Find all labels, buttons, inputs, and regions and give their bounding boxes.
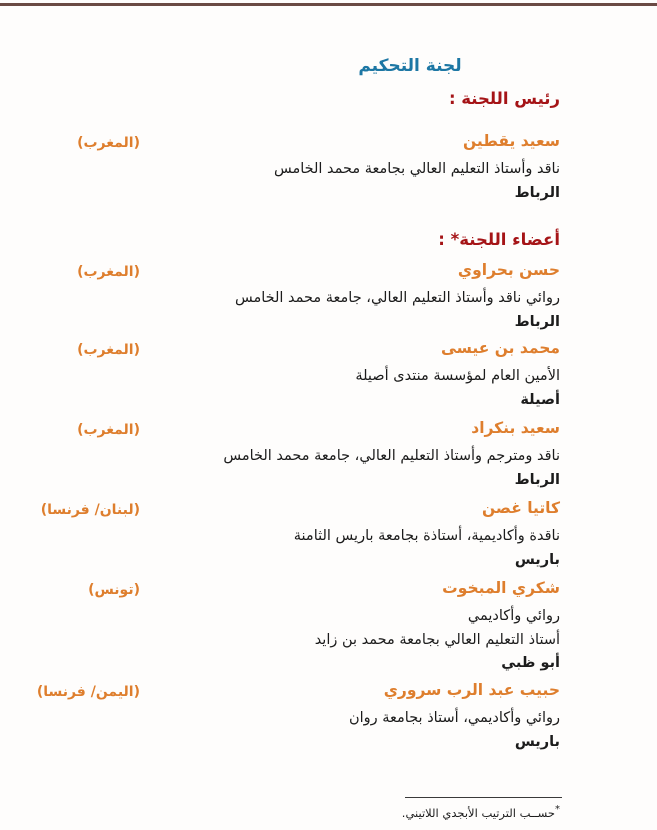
committee-entry <box>0 259 560 334</box>
footnote-asterisk: * <box>555 804 560 815</box>
committee-entry-chair <box>0 130 560 205</box>
member-description: ناقدة وأكاديمية، أستاذة بجامعة باريس الثامنة <box>293 528 560 544</box>
member-description: ناقد وأستاذ التعليم العالي بجامعة محمد الخامس <box>273 161 560 177</box>
page-title: لجنة التحكيم <box>358 56 462 76</box>
member-description: الأمين العام لمؤسسة منتدى أصيلة <box>355 368 560 384</box>
member-city: الرباط <box>514 313 560 330</box>
member-city: باريس <box>514 551 560 568</box>
member-city: باريس <box>514 733 560 750</box>
committee-entry <box>0 417 560 492</box>
member-city: الرباط <box>514 184 560 201</box>
member-city: أصيلة <box>520 391 560 408</box>
member-description: روائي وأكاديمي، أستاذ بجامعة روان <box>348 710 560 726</box>
footnote <box>60 802 560 821</box>
member-country: (لبنان/ فرنسا) <box>40 502 140 518</box>
member-description: روائي ناقد وأستاذ التعليم العالي، جامعة محمد الخامس <box>234 290 560 306</box>
member-name: سعيد بنكراد <box>471 419 560 437</box>
member-country: (المغرب) <box>77 264 140 280</box>
members-section-heading: أعضاء اللجنة* : <box>438 230 560 249</box>
member-country: (المغرب) <box>77 342 140 358</box>
member-country: (المغرب) <box>77 422 140 438</box>
member-name: شكري المبخوت <box>442 579 560 597</box>
member-country: (اليمن/ فرنسا) <box>36 684 140 700</box>
member-description-line2: أستاذ التعليم العالي بجامعة محمد بن زايد <box>314 631 560 648</box>
member-country: (المغرب) <box>77 135 140 151</box>
committee-entry <box>0 577 560 676</box>
member-name: سعيد يقطين <box>462 132 560 150</box>
member-country: (تونس) <box>88 582 140 598</box>
committee-entry <box>0 337 560 412</box>
footnote-text: حســب الترتيب الأبجدي اللاتيني. <box>401 805 555 820</box>
committee-entry <box>0 679 560 754</box>
top-border-rule <box>0 3 657 6</box>
committee-entry <box>0 497 560 572</box>
member-description: ناقد ومترجم وأستاذ التعليم العالي، جامعة محمد الخامس <box>223 448 560 464</box>
member-name: كاتيا غصن <box>481 499 560 517</box>
member-name: محمد بن عيسى <box>440 339 560 357</box>
chair-section-heading: رئيس اللجنة : <box>448 89 560 108</box>
member-city: الرباط <box>514 471 560 488</box>
footnote-separator-rule <box>405 797 562 798</box>
member-name: حبيب عبد الرب سروري <box>383 681 560 699</box>
member-name: حسن بحراوي <box>457 261 560 279</box>
member-city: أبو ظبي <box>501 655 560 671</box>
member-description: روائي وأكاديمي <box>467 608 560 624</box>
